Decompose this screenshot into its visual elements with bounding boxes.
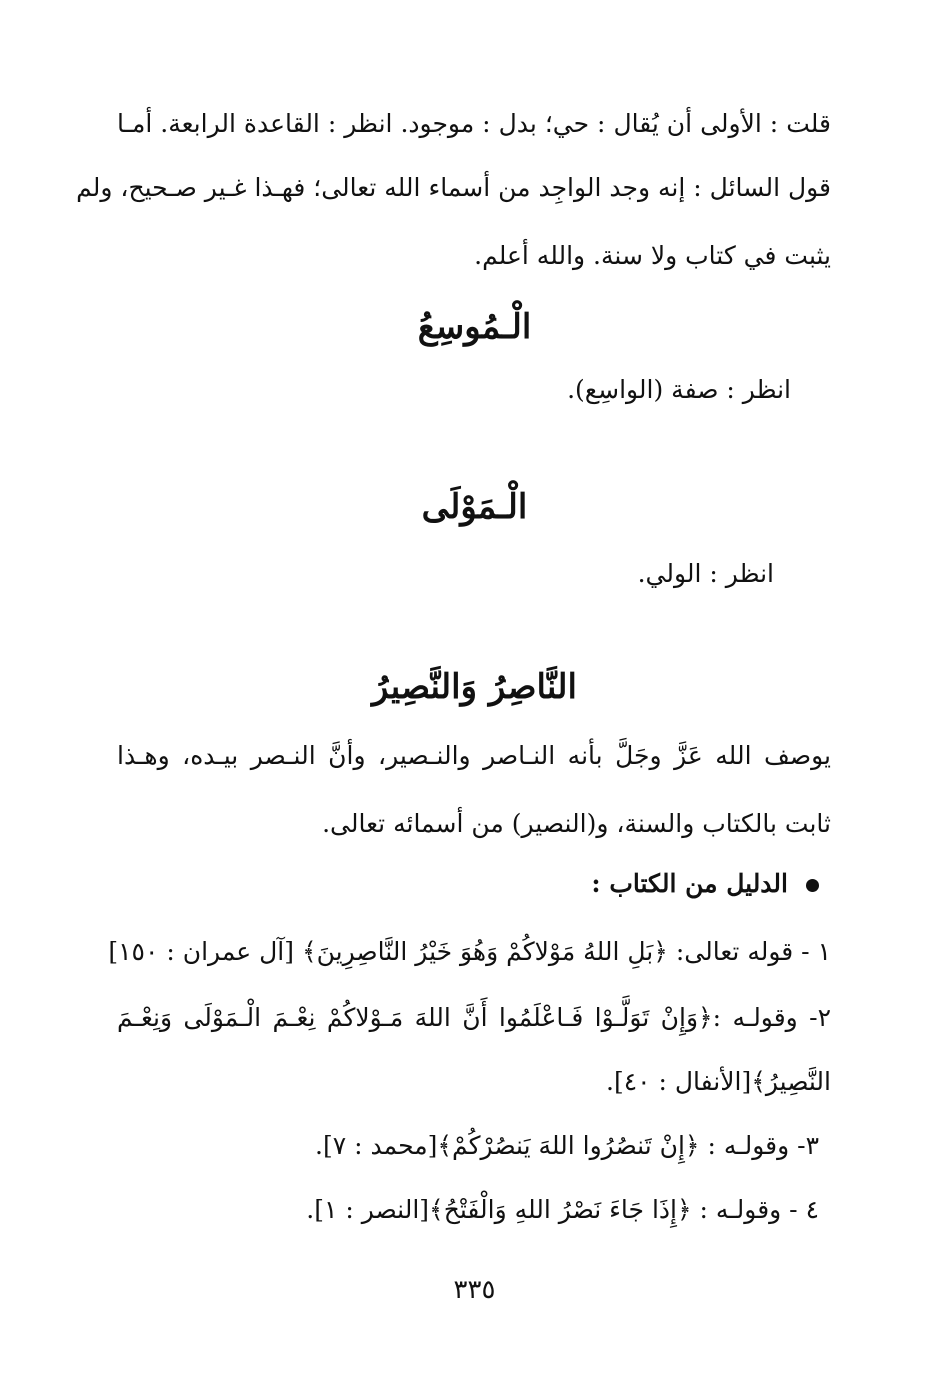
- nasir-paragraph-line-2: ثابت بالكتاب والسنة، و(النصير) من أسمائه تعالى.: [322, 809, 831, 838]
- evidence-bullet-label: الدليل من الكتاب :: [591, 869, 788, 898]
- section-text-mawla: انظر : الولي.: [637, 559, 774, 588]
- page-number: ٣٣٥: [453, 1275, 496, 1305]
- section-heading-nasir: النَّاصِرُ وَالنَّصِيرُ: [372, 667, 577, 707]
- section-text-musi: انظر : صفة (الواسِع).: [567, 375, 791, 404]
- section-heading-mawla: الْـمَوْلَى: [421, 487, 528, 527]
- evidence-line-5: ٤ - وقولـه : ﴿إِذَا جَاءَ نَصْرُ اللهِ وَالْفَتْحُ﴾[النصر : ١].: [306, 1195, 819, 1224]
- section-heading-musi: الْـمُوسِعُ: [417, 307, 532, 347]
- nasir-paragraph-line-1: يوصف الله عَزَّ وجَلَّ بأنه النـاصر والنـصير، وأنَّ النـصر بيـده، وهـذا: [117, 741, 831, 770]
- evidence-line-3: النَّصِيرُ﴾[الأنفال : ٤٠].: [606, 1067, 831, 1096]
- evidence-bullet-heading: [591, 864, 819, 904]
- intro-line-1: قلت : الأولى أن يُقال : حي؛ بدل : موجود. انظر : القاعدة الرابعة. أمـا: [117, 109, 831, 138]
- evidence-line-1: ١ - قوله تعالى: ﴿بَلِ اللهُ مَوْلاكُمْ وَهُوَ خَيْرُ النَّاصِرِينَ﴾ [آل عمران : ١٥٠]: [108, 937, 831, 966]
- intro-line-2: قول السائل : إنه وجد الواجِد من أسماء الله تعالى؛ فهـذا غـير صـحيح، ولم: [76, 173, 831, 202]
- evidence-line-2: ٢- وقولـه :﴿وَإِنْ تَوَلَّـوْا فَـاعْلَمُوا أَنَّ اللهَ مَـوْلاكُمْ نِعْـمَ الْـمَوْلَى وَنِعْـمَ: [117, 1003, 831, 1032]
- intro-line-3: يثبت في كتاب ولا سنة. والله أعلم.: [474, 241, 831, 270]
- bullet-dot-icon: [806, 879, 819, 892]
- evidence-line-4: ٣- وقولـه : ﴿إِنْ تَنصُرُوا اللهَ يَنصُرْكُمْ﴾[محمد : ٧].: [315, 1131, 819, 1160]
